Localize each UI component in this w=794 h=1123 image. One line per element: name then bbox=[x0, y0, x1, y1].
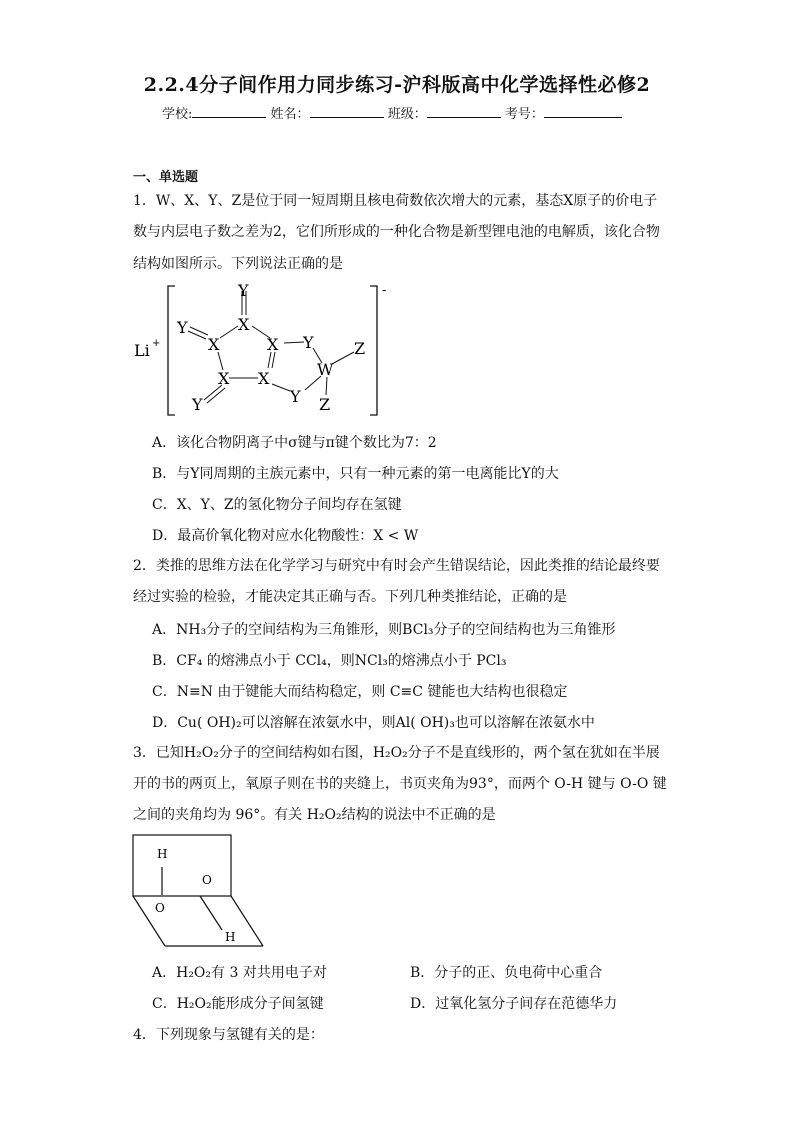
right-bracket bbox=[370, 286, 377, 415]
q2-option-c[interactable]: C．N≡N 由于键能大而结构稳定，则 C≡C 键能也大结构也很稳定 bbox=[152, 684, 568, 700]
atom-z-right: Z bbox=[354, 339, 366, 358]
q3-stem-line1: 3．已知H₂O₂分子的空间结构如右图，H₂O₂分子不是直线形的，两个氢在犹如在半展 bbox=[133, 745, 660, 761]
school-label: 学校: bbox=[162, 107, 193, 122]
o-right-label: O bbox=[202, 873, 212, 887]
li-cation-label: Li bbox=[134, 341, 150, 360]
q3-stem-line3: 之间的夹角均为 96°。有关 H₂O₂结构的说法中不正确的是 bbox=[133, 807, 496, 823]
section-heading: 一、单选题 bbox=[133, 170, 199, 185]
q1-stem-line3: 结构如图所示。下列说法正确的是 bbox=[133, 256, 343, 272]
li-cation-charge: + bbox=[152, 338, 161, 349]
class-label: 班级： bbox=[387, 107, 427, 122]
page-title: 2.2.4分子间作用力同步练习-沪科版高中化学选择性必修2 bbox=[143, 74, 651, 96]
q2-option-d[interactable]: D．Cu( OH)₂可以溶解在浓氨水中，则Al( OH)₃也可以溶解在浓氨水中 bbox=[152, 715, 595, 731]
q2-option-b[interactable]: B．CF₄ 的熔沸点小于 CCl₄，则NCl₃的熔沸点小于 PCl₃ bbox=[152, 653, 507, 669]
q1-option-d[interactable]: D．最高价氧化物对应水化物酸性：X < W bbox=[152, 528, 419, 544]
atom-w: W bbox=[317, 360, 334, 379]
exam-number-blank[interactable] bbox=[544, 103, 622, 118]
atom-y-bottom: Y bbox=[290, 387, 301, 406]
q2-option-a[interactable]: A．NH₃分子的空间结构为三角锥形，则BCl₃分子的空间结构也为三角锥形 bbox=[152, 622, 616, 638]
atom-x-left: X bbox=[208, 335, 220, 354]
q1-option-c[interactable]: C．X、Y、Z的氢化物分子间均存在氢键 bbox=[152, 497, 402, 513]
left-bracket bbox=[168, 286, 175, 415]
h2o2-book-figure bbox=[130, 832, 270, 950]
class-blank[interactable] bbox=[427, 103, 501, 118]
atom-y-bottom-left: Y bbox=[192, 395, 203, 414]
q4-stem-line1: 4．下列现象与氢键有关的是： bbox=[133, 1027, 324, 1043]
q3-option-c[interactable]: C．H₂O₂能形成分子间氢键 bbox=[152, 996, 324, 1012]
q3-option-d[interactable]: D．过氧化氢分子间存在范德华力 bbox=[410, 996, 618, 1012]
student-info-line bbox=[162, 103, 622, 122]
atom-y-top: Y bbox=[238, 281, 249, 300]
atom-y-upper-right: Y bbox=[303, 333, 314, 352]
atom-x-bottom-right: X bbox=[258, 369, 270, 388]
name-label: 姓名： bbox=[270, 107, 310, 122]
h-bottom-label: H bbox=[225, 930, 236, 944]
o-left-label: O bbox=[155, 901, 165, 915]
anion-charge: - bbox=[382, 283, 387, 298]
h-top-label: H bbox=[157, 847, 168, 861]
book-outline bbox=[133, 835, 263, 946]
atom-labels bbox=[176, 281, 365, 414]
q3-option-b[interactable]: B．分子的正、负电荷中心重合 bbox=[410, 965, 603, 981]
q1-structure-figure bbox=[130, 280, 400, 425]
atom-x-top: X bbox=[238, 315, 250, 334]
school-blank[interactable] bbox=[192, 103, 266, 118]
q2-stem-line1: 2．类推的思维方法在化学学习与研究中有时会产生错误结论，因此类推的结论最终要 bbox=[133, 558, 660, 574]
q1-option-b[interactable]: B．与Y同周期的主族元素中，只有一种元素的第一电离能比Y的大 bbox=[152, 466, 559, 482]
atom-x-bottom-left: X bbox=[218, 369, 230, 388]
atom-x-right: X bbox=[267, 335, 279, 354]
q3-option-a[interactable]: A．H₂O₂有 3 对共用电子对 bbox=[152, 965, 327, 981]
name-blank[interactable] bbox=[310, 103, 384, 118]
q1-stem-line1: 1．W、X、Y、Z是位于同一短周期且核电荷数依次增大的元素，基态X原子的价电子 bbox=[133, 193, 658, 209]
exam-number-label: 考号： bbox=[504, 107, 544, 122]
q1-option-a[interactable]: A．该化合物阴离子中σ键与π键个数比为7：2 bbox=[152, 435, 437, 451]
atom-y-left: Y bbox=[177, 318, 188, 337]
atom-z-bottom: Z bbox=[319, 395, 331, 414]
q1-stem-line2: 数与内层电子数之差为2，它们所形成的一种化合物是新型锂电池的电解质，该化合物 bbox=[133, 224, 660, 240]
q2-stem-line2: 经过实验的检验，才能决定其正确与否。下列几种类推结论，正确的是 bbox=[133, 589, 567, 605]
q3-stem-line2: 开的书的两页上，氧原子则在书的夹缝上，书页夹角为93°，而两个 O-H 键与 O-O 键 bbox=[133, 776, 667, 792]
